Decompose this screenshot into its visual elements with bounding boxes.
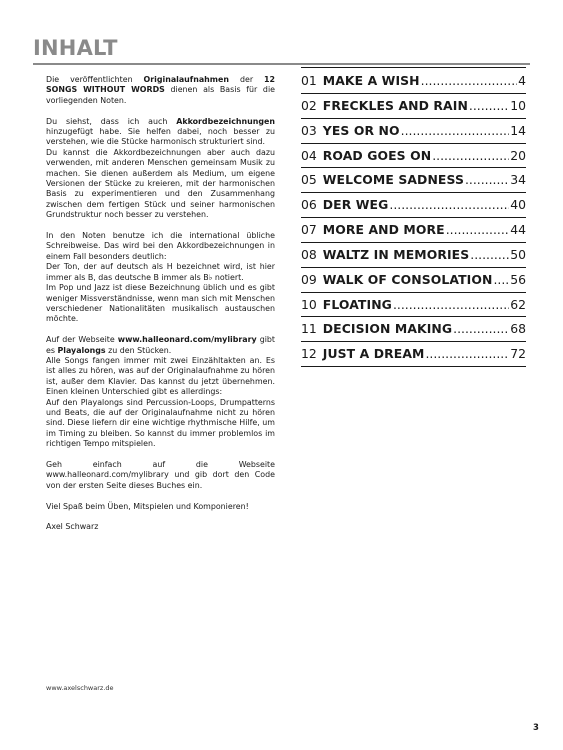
toc-entry[interactable] <box>301 317 526 342</box>
toc-leader <box>421 69 517 93</box>
website-footer: www.axelschwarz.de <box>46 684 114 692</box>
toc-number: 03 <box>301 122 317 138</box>
toc-title: FRECKLES AND RAIN <box>322 97 468 113</box>
toc-number: 09 <box>301 271 317 287</box>
intro-paragraph-1 <box>46 75 275 106</box>
toc-number: 01 <box>301 73 317 88</box>
toc-leader <box>465 168 509 192</box>
toc-page: 68 <box>510 321 526 337</box>
toc-entry[interactable] <box>301 342 526 367</box>
toc-entry[interactable] <box>301 293 526 318</box>
toc-page: 10 <box>510 97 526 113</box>
table-of-contents <box>301 69 526 367</box>
intro-paragraph-5: Geh einfach auf die Webseite www.halleonard.com/mylibrary und gib dort den Code von der ersten Seite dieses Buches ein. <box>46 459 275 490</box>
toc-entry[interactable] <box>301 193 526 218</box>
toc-leader <box>389 193 509 217</box>
toc-number: 02 <box>301 97 317 113</box>
intro-signature: Axel Schwarz <box>46 522 99 532</box>
toc-title: ROAD GOES ON <box>322 147 432 163</box>
toc-page: 56 <box>510 271 526 287</box>
toc-title: MORE AND MORE <box>322 222 445 238</box>
intro-text <box>46 75 275 543</box>
toc-page: 50 <box>510 246 526 262</box>
toc-number: 11 <box>301 321 317 337</box>
toc-number: 12 <box>301 346 317 362</box>
toc-number: 04 <box>301 147 317 163</box>
intro-text-span: In den Noten benutze ich die international übliche Schreibweise. Das wird bei den Akkordbezeichnungen in einem Fall besonders deutlich: <box>46 231 275 261</box>
page-title: INHALT <box>33 36 118 60</box>
toc-entry[interactable] <box>301 144 526 169</box>
toc-entry[interactable] <box>301 168 526 193</box>
toc-leader <box>446 218 510 242</box>
toc-title: WALTZ IN MEMORIES <box>322 246 470 262</box>
intro-bold-span: 12 SONGS WITHOUT WORDS <box>46 75 276 95</box>
intro-text-span: hinzugefügt habe. Sie helfen dabei, noch besser zu verstehen, wie die Stücke harmonisch strukturiert sind. <box>46 127 275 147</box>
toc-rule <box>301 366 526 367</box>
toc-page: 14 <box>510 122 526 138</box>
toc-title: YES OR NO <box>322 122 400 138</box>
library-link[interactable]: www.halleonard.com/mylibrary <box>117 335 257 345</box>
intro-paragraph-4 <box>46 335 275 449</box>
toc-page: 20 <box>510 147 526 163</box>
intro-paragraph-3 <box>46 231 275 325</box>
toc-leader <box>470 243 509 267</box>
intro-text-span: gibt es <box>46 335 276 355</box>
toc-page: 62 <box>510 296 526 312</box>
title-rule <box>33 63 530 65</box>
toc-number: 06 <box>301 197 317 213</box>
intro-bold-span: Akkordbezeichnungen <box>176 116 275 126</box>
toc-entry[interactable] <box>301 218 526 243</box>
toc-title: DECISION MAKING <box>322 321 453 337</box>
toc-leader <box>469 94 509 118</box>
toc-leader <box>432 144 509 168</box>
intro-text-span: dienen als Basis für die vorliegenden Noten. <box>46 85 275 105</box>
intro-text-span: Im Pop und Jazz ist diese Bezeichnung üblich und es gibt weniger Missverständnisse, wenn man sich mit Menschen verschiedener Nationalitäten musikalisch austauschen möchte. <box>46 283 275 324</box>
intro-text-span: Die veröffentlichten <box>46 75 144 84</box>
intro-text-span: Der Ton, der auf deutsch als H bezeichnet wird, ist hier immer als B, das deutsche B immer als B♭ notiert. <box>46 262 275 282</box>
toc-entry[interactable] <box>301 119 526 144</box>
toc-title: DER WEG <box>322 197 389 213</box>
toc-number: 07 <box>301 222 317 238</box>
toc-entry[interactable] <box>301 268 526 293</box>
toc-page: 4 <box>518 73 526 88</box>
intro-paragraph-2 <box>46 117 275 221</box>
toc-number: 05 <box>301 172 317 188</box>
toc-entry[interactable] <box>301 94 526 119</box>
intro-text-span: Du siehst, dass ich auch <box>46 116 177 126</box>
toc-title: MAKE A WISH <box>322 73 420 88</box>
toc-leader <box>401 119 510 143</box>
intro-bold-span: Originalaufnahmen <box>143 75 229 84</box>
intro-text-span: der <box>228 75 265 84</box>
toc-title: WELCOME SADNESS <box>322 172 464 188</box>
intro-bold-span: Playalongs <box>57 345 106 355</box>
intro-paragraph-6: Viel Spaß beim Üben, Mitspielen und Komponieren! <box>46 501 249 511</box>
toc-number: 10 <box>301 296 317 312</box>
toc-title: WALK OF CONSOLATION <box>322 271 493 287</box>
intro-text-span: zu den Stücken. <box>105 345 172 355</box>
page-number: 3 <box>533 723 539 733</box>
toc-leader <box>425 342 509 366</box>
toc-leader <box>493 268 509 292</box>
toc-title: FLOATING <box>322 296 392 312</box>
toc-page: 72 <box>510 346 526 362</box>
intro-text-span: Auf der Webseite <box>46 335 118 345</box>
toc-rule <box>301 67 526 68</box>
intro-text-span: Du kannst die Akkordbezeichnungen aber auch dazu verwenden, mit anderen Menschen gemeinsam Musik zu machen. Sie dienen außerdem als Medium, um eigene Versionen der Stücke zu kreieren, mit der harmonischen Basis zu experimentieren und den Zusammenhang zwischen dem fertigen Stück und seiner harmonischen Grundstruktur noch besser zu verstehen. <box>46 147 275 220</box>
toc-page: 44 <box>510 222 526 238</box>
toc-leader <box>393 293 509 317</box>
toc-leader <box>453 317 509 341</box>
toc-page: 40 <box>510 197 526 213</box>
intro-text-span: Auf den Playalongs sind Percussion-Loops, Drumpatterns und Beats, die auf der Originalaufnahme nicht zu hören sind. Diese liefern dir eine wichtige rhythmische Hilfe, um im Timing zu bleiben. So kannst du immer problemlos im richtigen Tempo mitspielen. <box>46 397 275 449</box>
toc-entry[interactable] <box>301 243 526 268</box>
toc-number: 08 <box>301 246 317 262</box>
toc-entry[interactable] <box>301 69 526 94</box>
intro-text-span: Alle Songs fangen immer mit zwei Einzähltakten an. Es ist alles zu hören, was auf der Originalaufnahme zu hören ist, außer dem Klavier. Das kannst du jetzt übernehmen. Einen kleinen Unterschied gibt es allerdings: <box>46 355 275 397</box>
toc-page: 34 <box>510 172 526 188</box>
toc-title: JUST A DREAM <box>322 346 425 362</box>
